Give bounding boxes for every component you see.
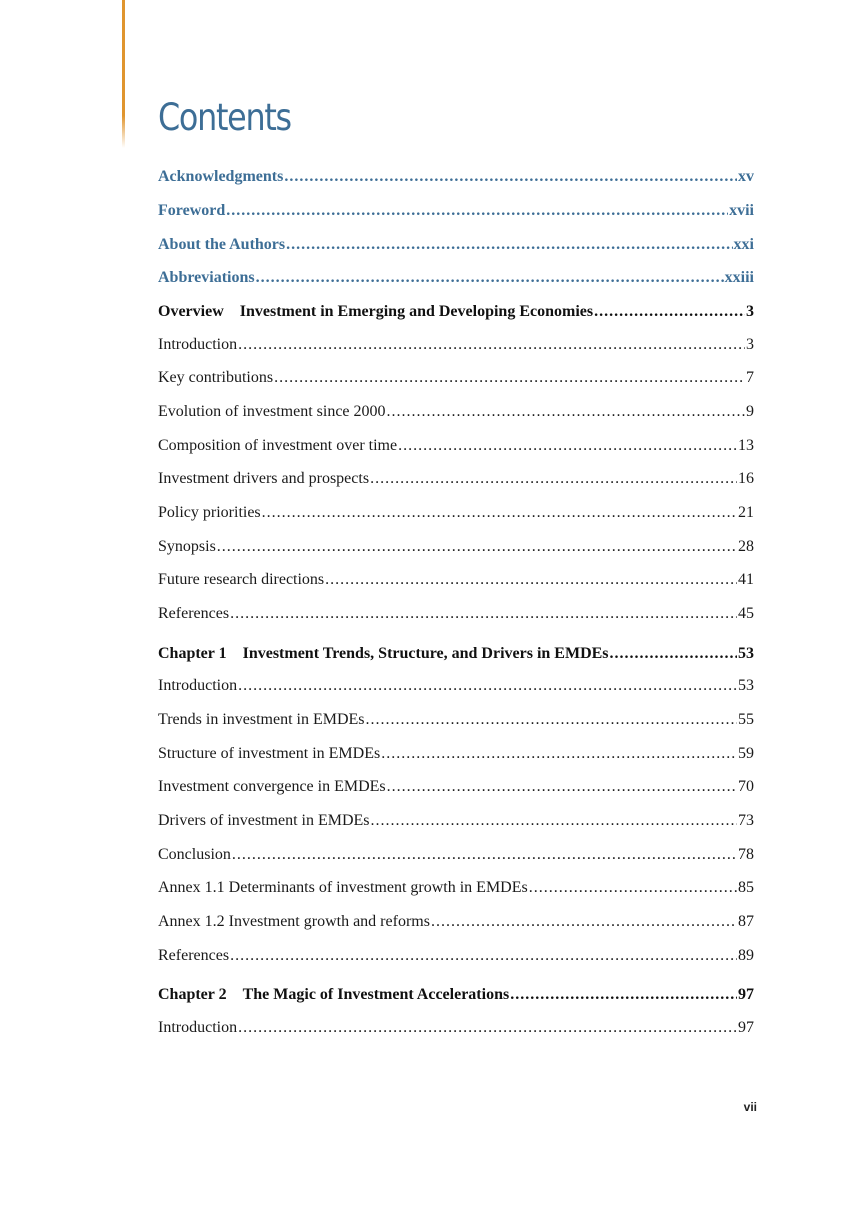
toc-entry-page: 73	[738, 812, 754, 829]
toc-entry-label: Future research directions	[158, 571, 325, 588]
toc-entry-page: xvii	[729, 202, 754, 219]
dot-leader	[398, 435, 737, 457]
dot-leader	[610, 643, 737, 665]
toc-entry-page: 41	[738, 571, 754, 588]
toc-entry-page: 3	[746, 303, 754, 320]
toc-entry[interactable]	[158, 911, 754, 933]
toc-entry-label: Conclusion	[158, 846, 231, 863]
toc-entry-label: Acknowledgments	[158, 168, 284, 185]
toc-entry[interactable]	[158, 502, 754, 524]
toc-entry-page: xv	[738, 168, 754, 185]
toc-entry-page: 59	[738, 745, 754, 762]
dot-leader	[226, 200, 728, 222]
toc-entry-label: Evolution of investment since 2000	[158, 403, 386, 420]
dot-leader	[594, 301, 745, 323]
toc-entry-page: 28	[738, 538, 754, 555]
toc-entry-page: 7	[746, 369, 754, 386]
toc-entry-label: Key contributions	[158, 369, 274, 386]
dot-leader	[371, 810, 737, 832]
toc-entry-page: 97	[738, 1019, 754, 1036]
dot-leader	[370, 468, 737, 490]
toc-heading-prefix: Chapter 2	[158, 986, 227, 1003]
toc-entry[interactable]	[158, 675, 754, 697]
toc-heading-title: Investment Trends, Structure, and Drivers in EMDEs	[242, 645, 609, 662]
toc-entry[interactable]	[158, 603, 754, 625]
dot-leader	[529, 877, 737, 899]
toc-entry-page: 97	[738, 986, 754, 1003]
dot-leader	[431, 911, 737, 933]
toc-entry-page: 55	[738, 711, 754, 728]
dot-leader	[230, 603, 737, 625]
toc-entry[interactable]	[158, 810, 754, 832]
toc-entry[interactable]	[158, 877, 754, 899]
toc-entry-foreword[interactable]	[158, 200, 754, 222]
dot-leader	[238, 334, 745, 356]
dot-leader	[510, 984, 737, 1006]
toc-heading-chapter-2[interactable]	[158, 984, 754, 1006]
toc-entry-page: 53	[738, 677, 754, 694]
toc-heading-overview[interactable]	[158, 301, 754, 323]
toc-entry-label: About the Authors	[158, 236, 286, 253]
toc-entry-label: Structure of investment in EMDEs	[158, 745, 381, 762]
dot-leader	[238, 675, 737, 697]
toc-entry-page: 89	[738, 947, 754, 964]
toc-entry-page: 21	[738, 504, 754, 521]
toc-entry-page: 53	[738, 645, 754, 662]
toc-heading-prefix: Overview	[158, 303, 224, 320]
dot-leader	[284, 166, 737, 188]
dot-leader	[274, 367, 745, 389]
toc-entry-page: xxi	[733, 236, 754, 253]
toc-entry-page: 9	[746, 403, 754, 420]
dot-leader	[238, 1017, 737, 1039]
toc-heading-label	[158, 984, 509, 1006]
toc-entry[interactable]	[158, 435, 754, 457]
toc-entry-label: Drivers of investment in EMDEs	[158, 812, 370, 829]
toc-heading-title: The Magic of Investment Accelerations	[242, 986, 510, 1003]
toc-entry-page: 13	[738, 437, 754, 454]
toc-entry-page: 70	[738, 778, 754, 795]
toc-entry-label: Abbreviations	[158, 269, 255, 286]
toc-entry[interactable]	[158, 709, 754, 731]
toc-entry-about-the-authors[interactable]	[158, 234, 754, 256]
page-number: vii	[743, 1100, 757, 1114]
toc-entry-label: References	[158, 605, 230, 622]
toc-entry-label: Annex 1.2 Investment growth and reforms	[158, 913, 430, 930]
toc-entry[interactable]	[158, 367, 754, 389]
toc-entry[interactable]	[158, 743, 754, 765]
accent-bar	[122, 0, 125, 148]
toc-heading-title: Investment in Emerging and Developing Economies	[239, 303, 594, 320]
dot-leader	[286, 234, 732, 256]
toc-entry-label: Foreword	[158, 202, 226, 219]
toc-heading-chapter-1[interactable]	[158, 643, 754, 665]
toc-entry[interactable]	[158, 334, 754, 356]
dot-leader	[256, 267, 724, 289]
toc-entry-label: Investment drivers and prospects	[158, 470, 370, 487]
toc-entry-page: 87	[738, 913, 754, 930]
toc-heading-label	[158, 643, 609, 665]
toc-entry[interactable]	[158, 401, 754, 423]
dot-leader	[232, 844, 737, 866]
dot-leader	[366, 709, 737, 731]
toc-entry-label: Composition of investment over time	[158, 437, 398, 454]
toc-entry[interactable]	[158, 844, 754, 866]
toc-entry[interactable]	[158, 569, 754, 591]
toc-entry-label: Synopsis	[158, 538, 216, 555]
toc-heading-label	[158, 301, 593, 323]
toc-entry-label: Introduction	[158, 336, 238, 353]
page-title: Contents	[158, 96, 291, 139]
toc-entry[interactable]	[158, 536, 754, 558]
toc-entry-label: Investment convergence in EMDEs	[158, 778, 386, 795]
toc-entry[interactable]	[158, 945, 754, 967]
toc-entry-label: Trends in investment in EMDEs	[158, 711, 365, 728]
dot-leader	[262, 502, 737, 524]
dot-leader	[381, 743, 737, 765]
toc-entry-acknowledgments[interactable]	[158, 166, 754, 188]
toc-entry[interactable]	[158, 468, 754, 490]
dot-leader	[387, 776, 737, 798]
dot-leader	[217, 536, 737, 558]
toc-heading-prefix: Chapter 1	[158, 645, 227, 662]
toc-entry-page: 85	[738, 879, 754, 896]
toc-entry-label: Introduction	[158, 1019, 238, 1036]
dot-leader	[387, 401, 745, 423]
toc-entry-label: References	[158, 947, 230, 964]
toc-entry-label: Introduction	[158, 677, 238, 694]
toc-entry-page: xxiii	[724, 269, 754, 286]
toc-entry-label: Policy priorities	[158, 504, 261, 521]
toc-entry[interactable]	[158, 776, 754, 798]
toc-entry-page: 16	[738, 470, 754, 487]
toc-entry-page: 78	[738, 846, 754, 863]
dot-leader	[230, 945, 737, 967]
toc-entry-abbreviations[interactable]	[158, 267, 754, 289]
toc-entry-page: 45	[738, 605, 754, 622]
toc-entry-page: 3	[746, 336, 754, 353]
toc-entry[interactable]	[158, 1017, 754, 1039]
dot-leader	[325, 569, 737, 591]
toc-entry-label: Annex 1.1 Determinants of investment growth in EMDEs	[158, 879, 528, 896]
